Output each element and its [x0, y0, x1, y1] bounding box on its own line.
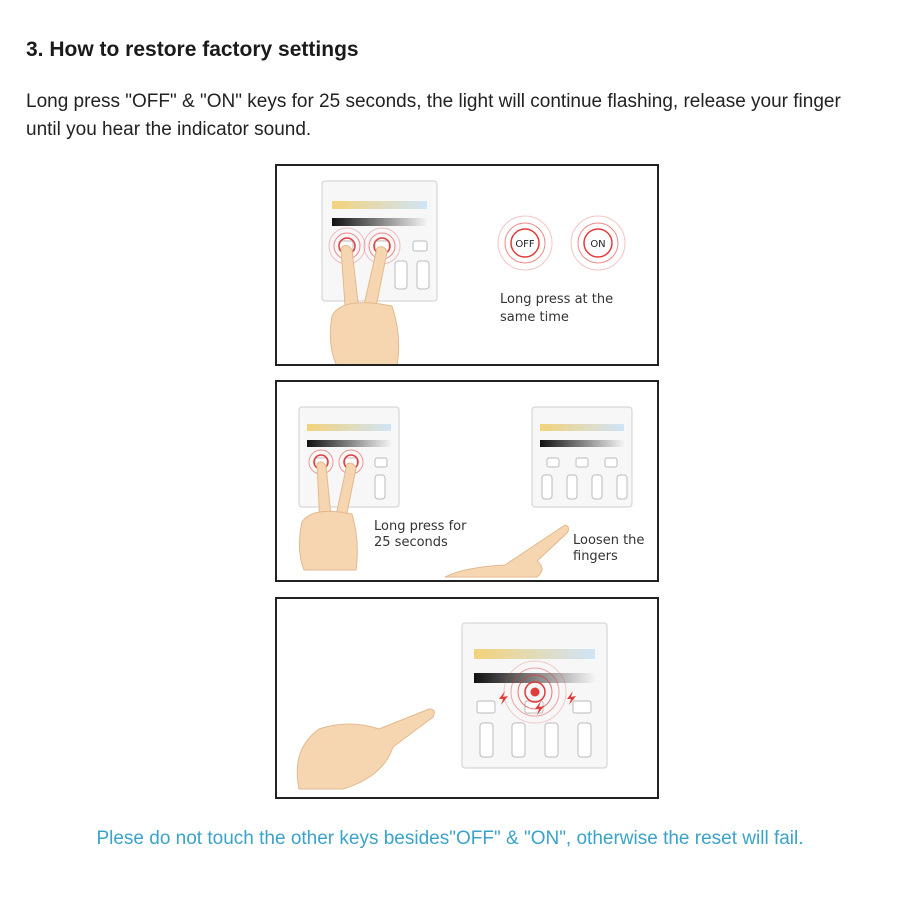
caption-line-2: same time: [500, 310, 569, 325]
illustration-panel-3: [275, 597, 659, 799]
caption-right-line-2: fingers: [573, 549, 618, 564]
caption-left-line-2: 25 seconds: [374, 535, 448, 550]
off-key-label: OFF: [515, 239, 535, 250]
wall-remote-panel: [532, 407, 632, 507]
hand-pointing-icon: [297, 709, 434, 789]
on-key-label: ON: [590, 239, 606, 250]
illustration-panel-2: [275, 380, 659, 582]
page-title: 3. How to restore factory settings: [26, 38, 359, 61]
caption-line-1: Long press at the: [500, 292, 614, 307]
caption-left-line-1: Long press for: [374, 519, 467, 534]
warning-note: Plese do not touch the other keys besides"OFF" & "ON", otherwise the reset will fail.: [96, 828, 804, 849]
instruction-text: Long press "OFF" & "ON" keys for 25 seconds, the light will continue flashing, release your finger until you hear the indicator sound.: [26, 91, 841, 140]
caption-right-line-1: Loosen the: [573, 533, 645, 548]
illustration-panel-1: [275, 164, 659, 366]
